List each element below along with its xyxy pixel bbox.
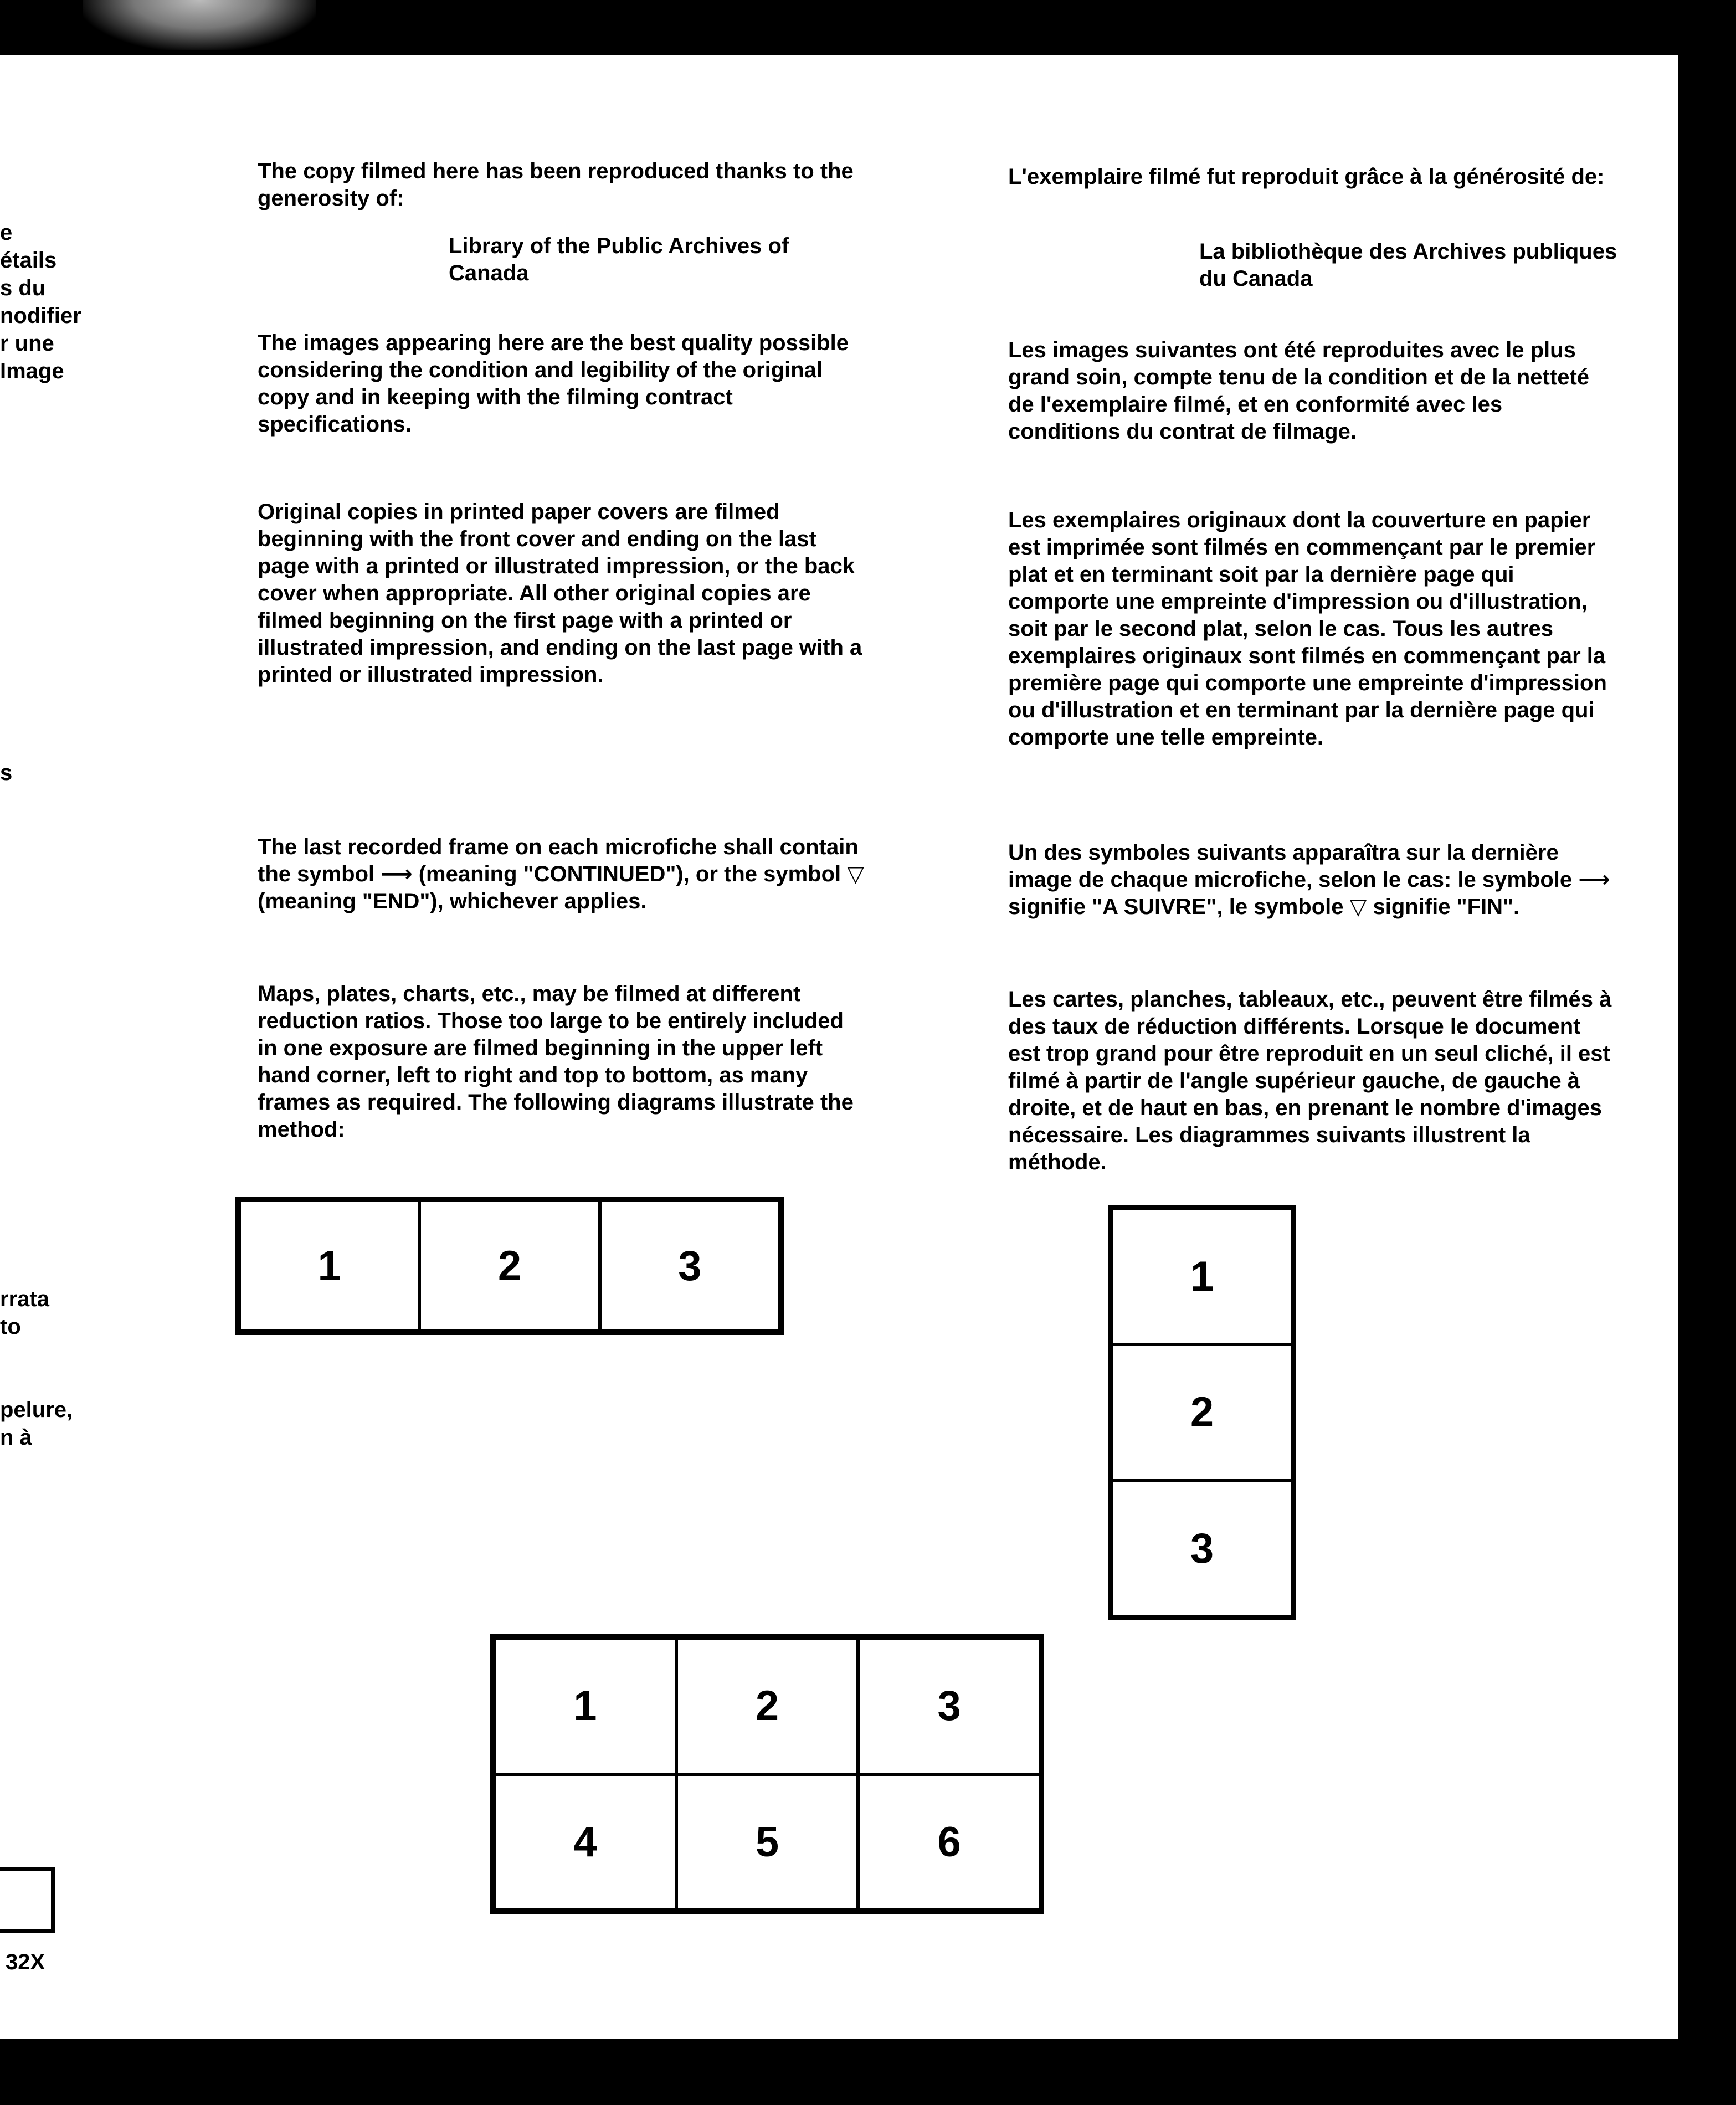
french-credit-intro: L'exemplaire filmé fut reproduit grâce à la générosité de:: [1008, 165, 1605, 189]
left-fragment: s: [0, 761, 13, 785]
frame-cell: 2: [1112, 1344, 1292, 1480]
continued-arrow-icon: ⟶: [381, 862, 413, 886]
english-maps-note: Maps, plates, charts, etc., may be filmed at different reduction ratios. Those too large to be entirely included in one exposure are filmed beginning in the upper left hand corner, left to right and top to bottom, as many frames as required. The following diagrams illustrate the method:: [258, 982, 854, 1142]
left-fragment: to: [0, 1315, 21, 1339]
resolution-target-label: 32X: [6, 1950, 45, 1974]
left-facing-page: [0, 55, 162, 2039]
frame-cell: 2: [419, 1200, 599, 1331]
frame-cell: 5: [676, 1774, 859, 1911]
horizontal-frame-diagram: [235, 1197, 784, 1335]
frame-cell: 4: [494, 1774, 676, 1911]
end-triangle-icon: ▽: [1349, 895, 1367, 919]
left-fragment: n à: [0, 1425, 32, 1450]
scan-artifact: [83, 0, 316, 50]
french-original-copies-note: Les exemplaires originaux dont la couverture en papier est imprimée sont filmés en commençant par le premier plat et en terminant soit par la dernière page qui comporte une empreinte d'impression ou d'illustration, soit par le second plat, selon le cas. Tous les autres exemplaires originaux sont filmés en commençant par la première page qui comporte une empreinte d'impression ou d'illustration et en terminant par la dernière page qui comporte une telle empreinte.: [1008, 508, 1607, 749]
english-credit-intro: The copy filmed here has been reproduced thanks to the generosity of:: [258, 159, 854, 210]
left-fragment: pelure,: [0, 1398, 73, 1422]
left-fragment: s du: [0, 276, 46, 300]
vertical-frame-diagram: [1108, 1205, 1296, 1620]
left-fragment: rrata: [0, 1287, 49, 1311]
frame-cell: 6: [858, 1774, 1040, 1911]
frame-cell: 2: [676, 1638, 859, 1774]
frame-cell: 3: [1112, 1481, 1292, 1616]
frame-cell: 3: [600, 1200, 780, 1331]
french-maps-note: Les cartes, planches, tableaux, etc., peuvent être filmés à des taux de réduction différents. Lorsque le document est trop grand pour être reproduit en un seul cliché, il est filmé à partir de l'angle supérieur gauche, de gauche à droite, et de haut en bas, en prenant le nombre d'images nécessaire. Les diagrammes suivants illustrent la méthode.: [1008, 987, 1612, 1174]
frame-cell: 1: [1112, 1209, 1292, 1344]
left-fragment: e: [0, 220, 13, 245]
frame-cell: 1: [494, 1638, 676, 1774]
frame-cell: 3: [858, 1638, 1040, 1774]
english-institution: Library of the Public Archives of Canada: [449, 234, 789, 285]
frame-cell: 1: [239, 1200, 419, 1331]
french-symbol-note: Un des symboles suivants apparaîtra sur la dernière image de chaque microfiche, selon le cas: le symbole ⟶ signifie "A SUIVRE", le symbole ▽ signifie "FIN".: [1008, 840, 1610, 919]
left-fragment: nodifier: [0, 304, 81, 328]
resolution-target-box: [0, 1867, 55, 1933]
french-quality-note: Les images suivantes ont été reproduites avec le plus grand soin, compte tenu de la condition et de la netteté de l'exemplaire filmé, et en conformité avec les conditions du contrat de filmage.: [1008, 338, 1590, 444]
left-fragment: étails: [0, 248, 57, 273]
left-fragment: Image: [0, 359, 64, 383]
english-symbol-note: The last recorded frame on each microfiche shall contain the symbol ⟶ (meaning "CONTINUED"), or the symbol ▽ (meaning "END"), whichever applies.: [258, 835, 865, 913]
grid-frame-diagram: [490, 1634, 1044, 1914]
english-original-copies-note: Original copies in printed paper covers are filmed beginning with the front cover and ending on the last page with a printed or illustrated impression, or the back cover when appropriate. All other original copies are filmed beginning on the first page with a printed or illustrated impression, and ending on the last page with a printed or illustrated impression.: [258, 500, 862, 687]
end-triangle-icon: ▽: [847, 862, 865, 886]
english-quality-note: The images appearing here are the best quality possible considering the condition and legibility of the original copy and in keeping with the filming contract specifications.: [258, 331, 849, 437]
french-institution: La bibliothèque des Archives publiques du Canada: [1199, 239, 1617, 291]
left-fragment: r une: [0, 331, 54, 356]
continued-arrow-icon: ⟶: [1578, 867, 1610, 892]
